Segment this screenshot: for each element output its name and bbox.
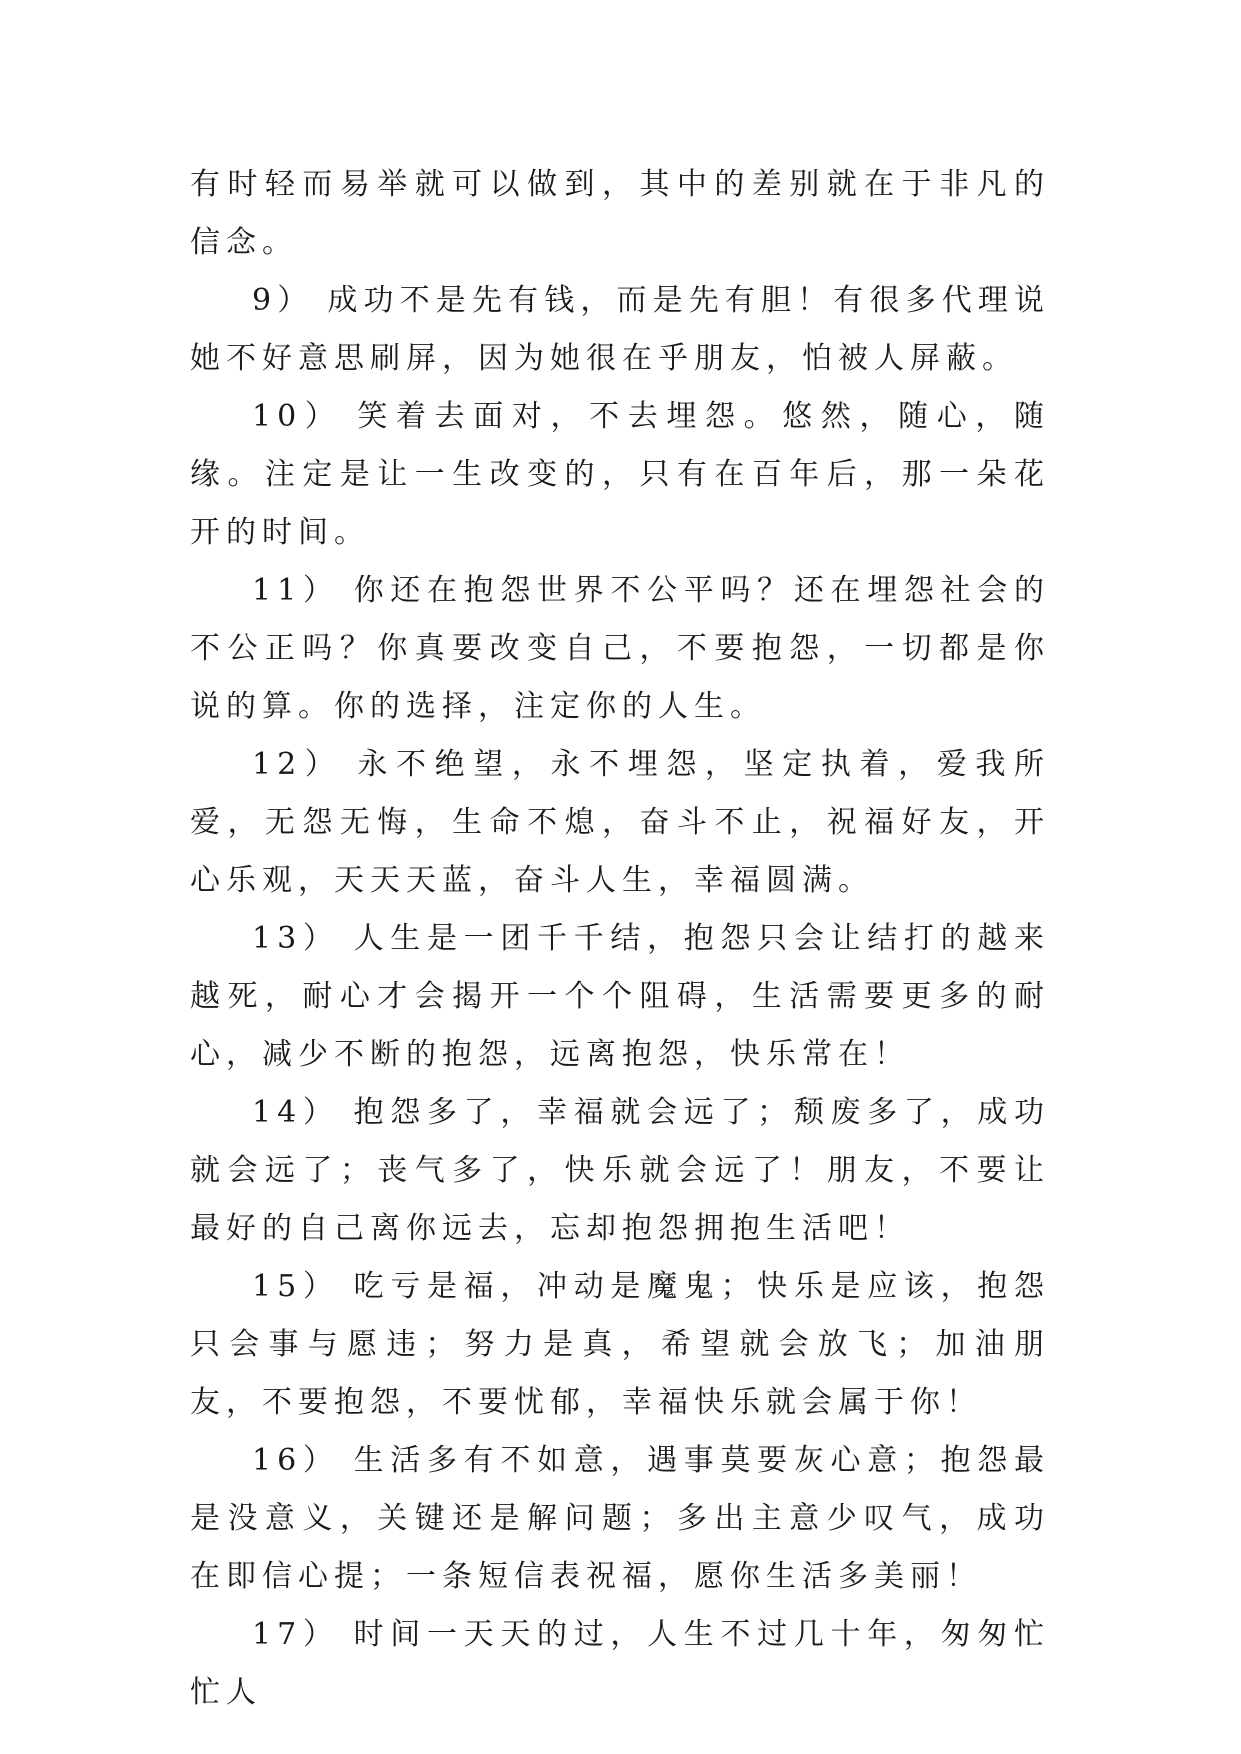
paragraph-number: 16） (252, 1443, 340, 1478)
paragraph-text: 吃亏是福，冲动是魔鬼；快乐是应该，抱怨只会事与愿违；努力是真，希望就会放飞；加油朋友，不要抱怨，不要忧郁，幸福快乐就会属于你！ (190, 1269, 1050, 1420)
paragraph-10 (190, 388, 1050, 562)
paragraph-text: 时间一天天的过，人生不过几十年，匆匆忙忙人 (190, 1617, 1050, 1710)
paragraph-16 (190, 1432, 1050, 1606)
paragraph-text: 笑着去面对，不去埋怨。悠然，随心，随缘。注定是让一生改变的，只有在百年后，那一朵花开的时间。 (190, 399, 1050, 550)
document-body (190, 156, 1050, 1722)
paragraph-text: 永不绝望，永不埋怨，坚定执着，爱我所爱，无怨无悔，生命不熄，奋斗不止，祝福好友，开心乐观，天天天蓝，奋斗人生，幸福圆满。 (190, 747, 1050, 898)
paragraph-text: 抱怨多了，幸福就会远了；颓废多了，成功就会远了；丧气多了，快乐就会远了！朋友，不要让最好的自己离你远去，忘却抱怨拥抱生活吧！ (190, 1095, 1050, 1246)
paragraph-number: 10） (252, 399, 344, 434)
paragraph-text: 人生是一团千千结，抱怨只会让结打的越来越死，耐心才会揭开一个个阻碍，生活需要更多的耐心，减少不断的抱怨，远离抱怨，快乐常在！ (190, 921, 1050, 1072)
paragraph-14 (190, 1084, 1050, 1258)
paragraph-number: 15） (252, 1269, 340, 1304)
paragraph-number: 9） (252, 283, 314, 318)
paragraph-text: 有时轻而易举就可以做到，其中的差别就在于非凡的信念。 (190, 167, 1050, 260)
paragraph-continuation (190, 156, 1050, 272)
paragraph-9 (190, 272, 1050, 388)
paragraph-text: 成功不是先有钱，而是先有胆！有很多代理说她不好意思刷屏，因为她很在乎朋友，怕被人屏蔽。 (190, 283, 1051, 376)
paragraph-number: 11） (252, 573, 340, 608)
paragraph-15 (190, 1258, 1050, 1432)
paragraph-13 (190, 910, 1050, 1084)
paragraph-17 (190, 1606, 1050, 1722)
paragraph-11 (190, 562, 1050, 736)
paragraph-text: 生活多有不如意，遇事莫要灰心意；抱怨最是没意义，关键还是解问题；多出主意少叹气，成功在即信心提；一条短信表祝福，愿你生活多美丽！ (190, 1443, 1050, 1594)
paragraph-12 (190, 736, 1050, 910)
paragraph-number: 17） (252, 1617, 340, 1652)
paragraph-number: 13） (252, 921, 340, 956)
paragraph-number: 14） (252, 1095, 340, 1130)
paragraph-number: 12） (252, 747, 344, 782)
paragraph-text: 你还在抱怨世界不公平吗？还在埋怨社会的不公正吗？你真要改变自己，不要抱怨，一切都是你说的算。你的选择，注定你的人生。 (190, 573, 1050, 724)
